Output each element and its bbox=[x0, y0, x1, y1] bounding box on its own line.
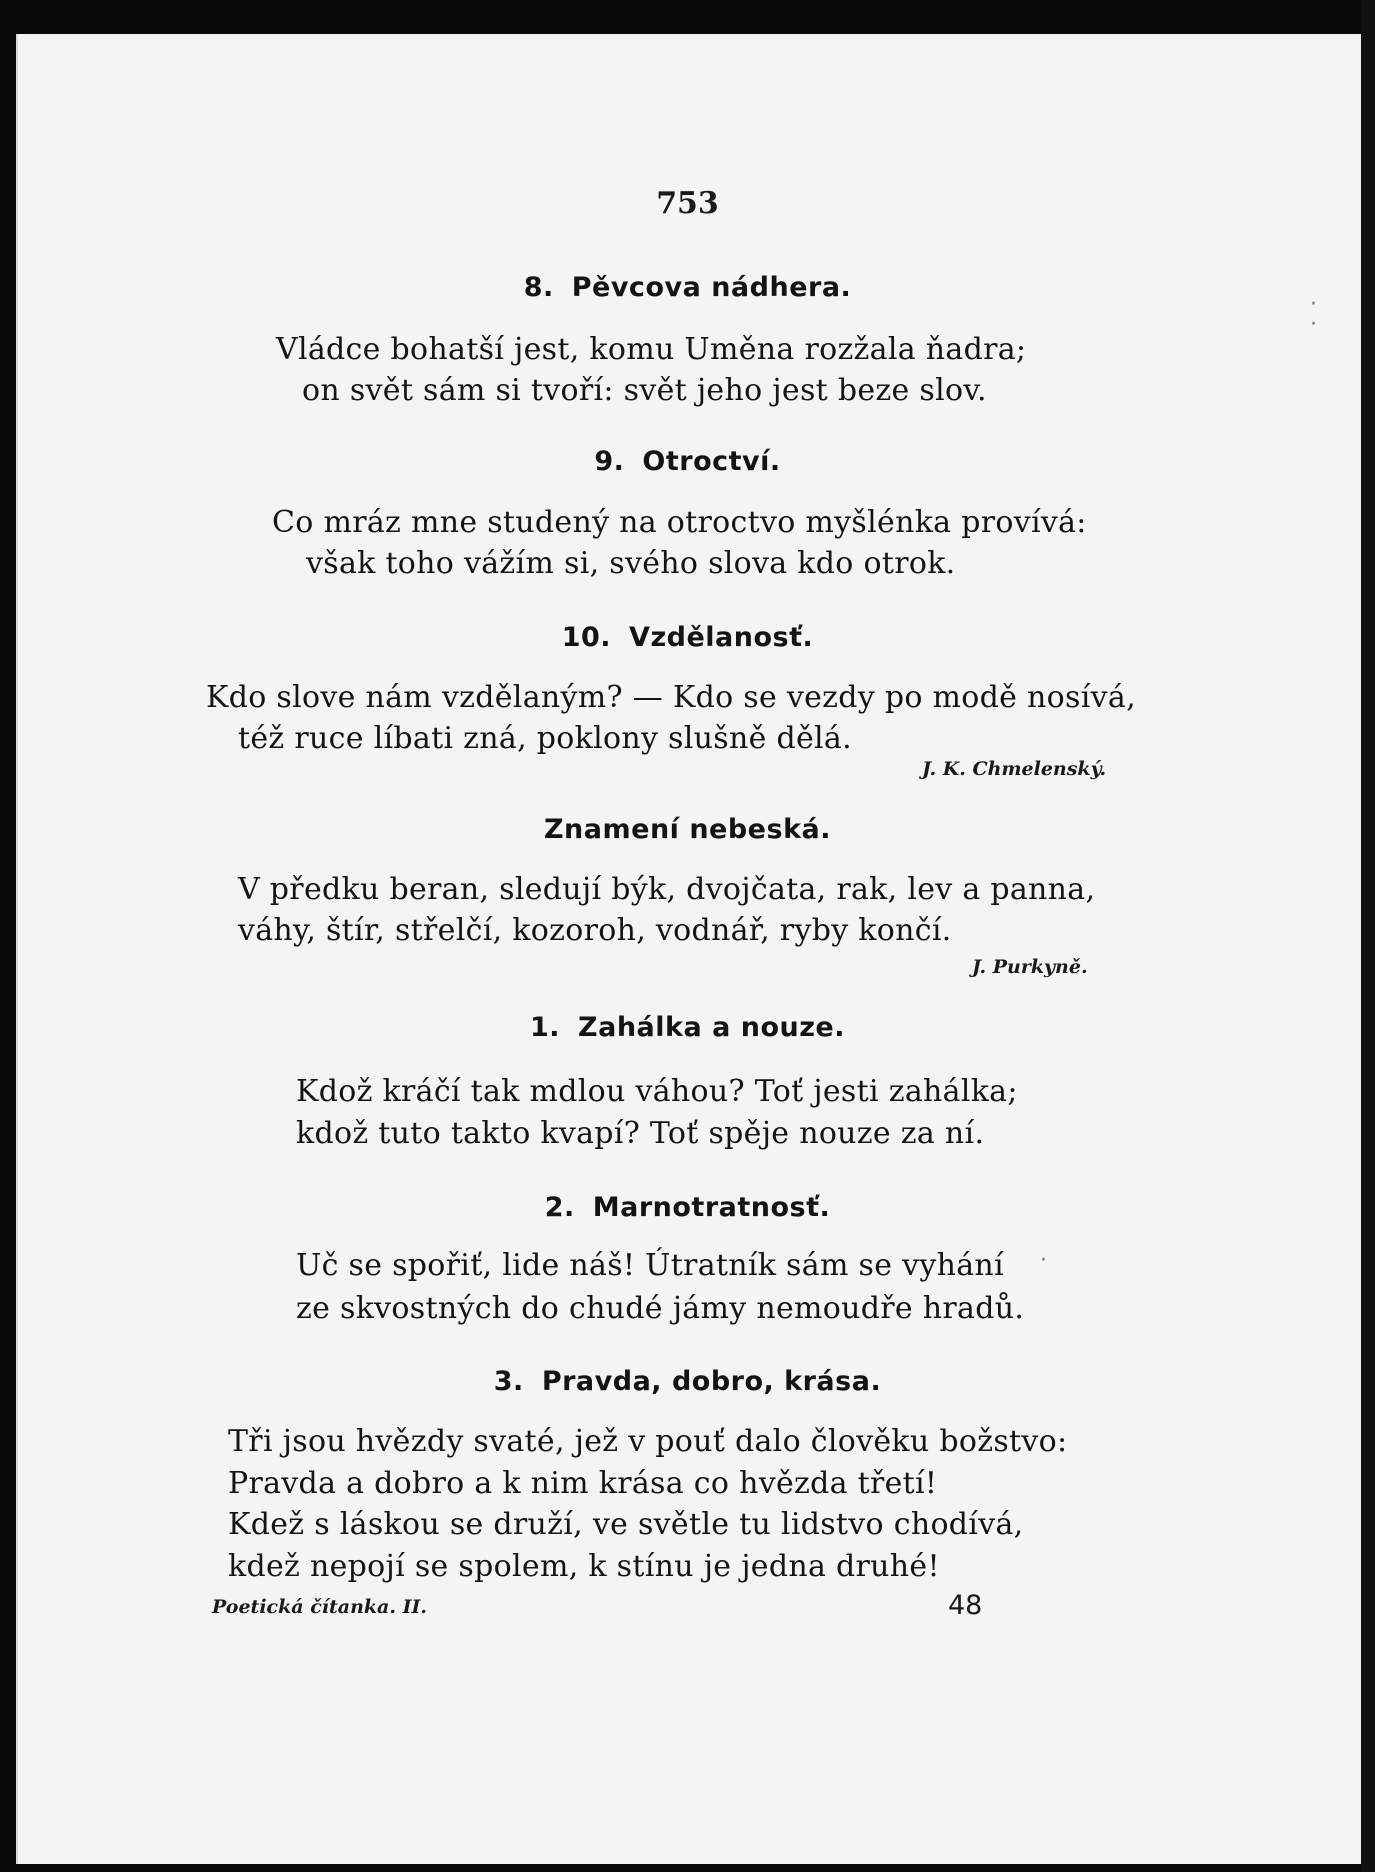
verse-line: kdož tuto takto kvapí? Toť spěje nouze za ní. bbox=[296, 1116, 985, 1151]
section-title: Marnotratnosť. bbox=[592, 1192, 831, 1223]
section-heading-pravda-dobro-krasa bbox=[0, 1366, 1375, 1397]
section-number: 1. bbox=[529, 1012, 561, 1043]
section-heading-marnotratnost bbox=[0, 1192, 1375, 1223]
section-heading-pevcova-nadhera bbox=[0, 272, 1375, 303]
verse-line: váhy, štír, střelčí, kozoroh, vodnář, ryby končí. bbox=[238, 913, 952, 948]
book-page bbox=[16, 34, 1365, 1864]
section-title: Vzdělanosť. bbox=[629, 622, 814, 653]
section-number: 2. bbox=[544, 1192, 575, 1223]
scan-speck: · bbox=[1310, 292, 1317, 317]
section-heading-otroctvi bbox=[0, 446, 1375, 477]
section-number: 3. bbox=[493, 1366, 524, 1397]
verse-line: ze skvostných do chudé jámy nemoudře hradů. bbox=[296, 1291, 1025, 1326]
verse-line: Kdo slove nám vzdělaným? — Kdo se vezdy po modě nosívá, bbox=[206, 680, 1136, 715]
verse-line: Vládce bohatší jest, komu Uměna rozžala ňadra; bbox=[276, 332, 1027, 367]
section-title: Zahálka a nouze. bbox=[578, 1012, 845, 1043]
verse-line: Co mráz mne studený na otroctvo myšlénka provívá: bbox=[272, 505, 1087, 540]
section-heading-vzdelanost bbox=[0, 622, 1375, 653]
section-title: Pěvcova nádhera. bbox=[571, 272, 852, 303]
scan-speck: · bbox=[1310, 312, 1317, 337]
section-number: 8. bbox=[523, 272, 554, 303]
verse-line: Pravda a dobro a k nim krása co hvězda třetí! bbox=[228, 1466, 938, 1501]
verse-line: on svět sám si tvoří: svět jeho jest beze slov. bbox=[302, 373, 987, 408]
verse-line: V předku beran, sledují býk, dvojčata, rak, lev a panna, bbox=[238, 872, 1096, 907]
verse-line: kdež nepojí se spolem, k stínu je jedna druhé! bbox=[228, 1549, 940, 1584]
section-title: Pravda, dobro, krása. bbox=[541, 1366, 882, 1397]
section-number: 9. bbox=[594, 446, 625, 477]
section-title: Znamení nebeská. bbox=[543, 814, 832, 845]
page-number: 753 bbox=[656, 186, 719, 221]
section-heading-zahalka-a-nouze bbox=[0, 1012, 1375, 1043]
verse-line: Uč se spořiť, lide náš! Útratník sám se vyhání bbox=[296, 1248, 1004, 1283]
verse-line: Kdož kráčí tak mdlou váhou? Toť jesti zahálka; bbox=[296, 1074, 1018, 1109]
author-attribution: J. K. Chmelenský. bbox=[922, 758, 1107, 780]
verse-line: též ruce líbati zná, poklony slušně dělá. bbox=[238, 721, 852, 756]
verse-line: Tři jsou hvězdy svaté, jež v pouť dalo člověku božstvo: bbox=[228, 1424, 1068, 1459]
scan-speck: · bbox=[1040, 1248, 1047, 1273]
verse-line: však toho vážím si, svého slova kdo otrok. bbox=[306, 546, 956, 581]
section-title: Otroctví. bbox=[642, 446, 781, 477]
sheet-number: 48 bbox=[948, 1590, 983, 1621]
author-attribution: J. Purkyně. bbox=[972, 956, 1088, 978]
verse-line: Kdež s láskou se druží, ve světle tu lidstvo chodívá, bbox=[228, 1507, 1024, 1542]
footer-signature: Poetická čítanka. II. bbox=[212, 1596, 427, 1618]
section-number: 10. bbox=[561, 622, 612, 653]
section-heading-znameni-nebeska bbox=[0, 814, 1375, 845]
